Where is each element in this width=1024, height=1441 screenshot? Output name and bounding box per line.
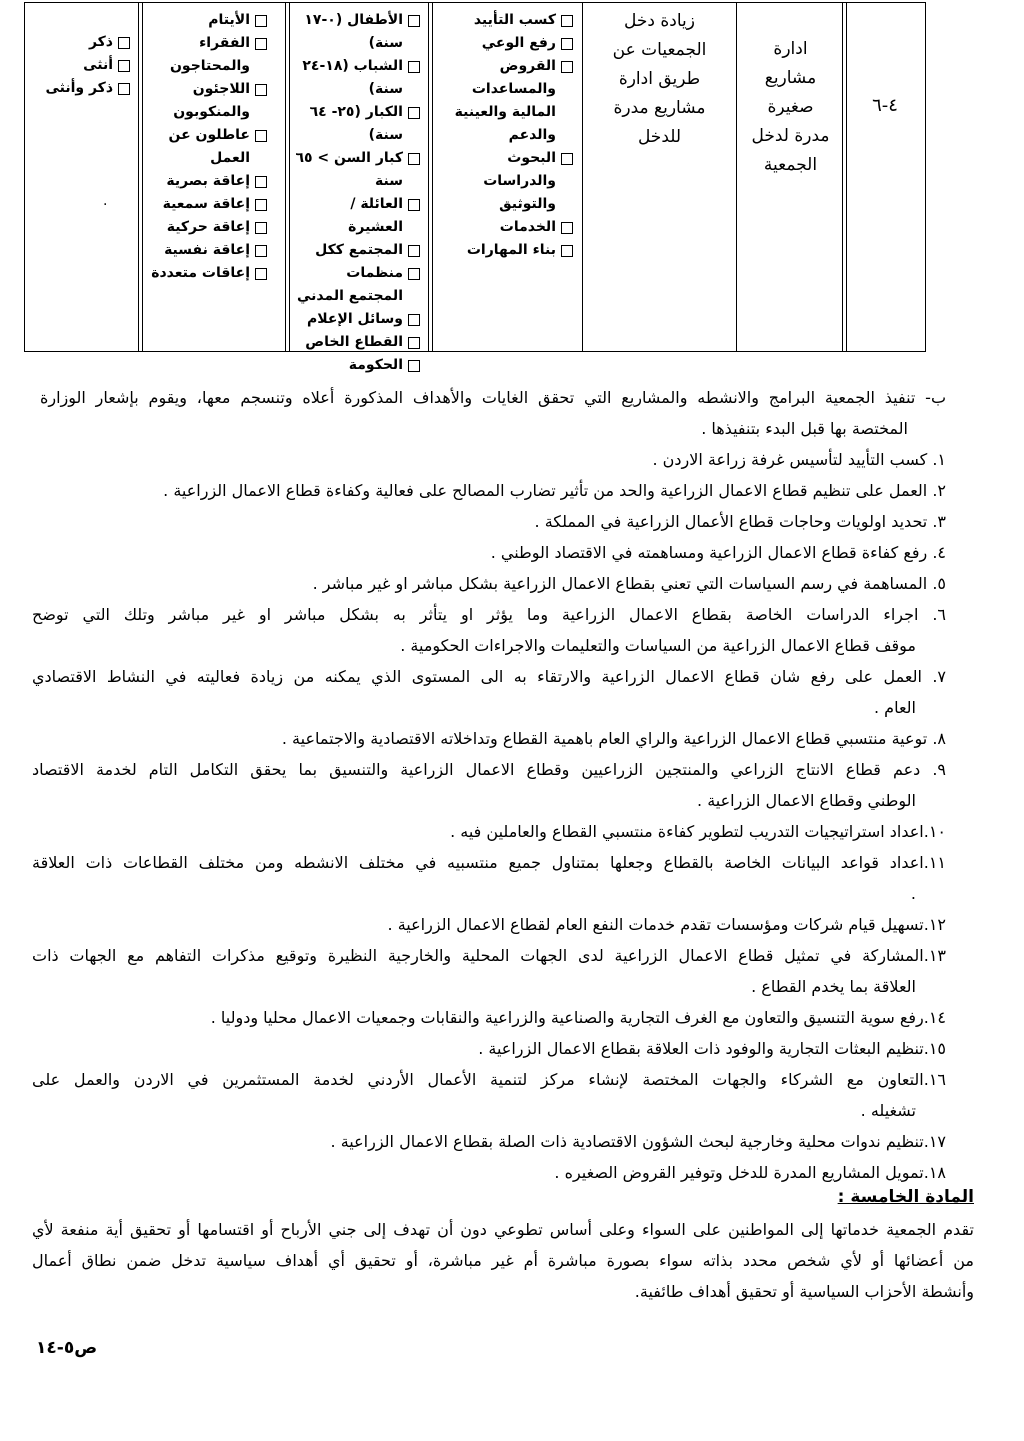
checkbox[interactable] — [255, 176, 267, 188]
objective-line: زيادة دخل — [624, 11, 695, 31]
special-group-option-label: عاطلون عن العمل — [168, 127, 250, 166]
special-group-option-label: إعاقة حركية — [166, 219, 250, 235]
special-group-option — [144, 9, 267, 32]
item-text: ١٦.التعاون مع الشركاء والجهات المختصة لإنشاء مركز لتنمية الأعمال الأردني لخدمة المستثمرين في الاردن والعمل على — [32, 1070, 946, 1089]
items-list — [32, 444, 946, 1188]
table-divider — [285, 3, 290, 351]
gender-option-label: ذكر — [88, 34, 113, 50]
special-group-option-label: إعاقة بصرية — [166, 173, 250, 189]
activity-option — [433, 32, 573, 55]
checkbox[interactable] — [408, 199, 420, 211]
list-item — [32, 444, 946, 475]
item-text-cont: تشغيله . — [860, 1101, 916, 1120]
section-b — [40, 382, 946, 444]
item-text: ٥. المساهمة في رسم السياسات التي تعني بقطاع الاعمال الزراعية بشكل مباشر او غير مباشر . — [312, 574, 946, 593]
activity-option — [433, 147, 573, 216]
field-line: صغيرة — [767, 97, 814, 117]
special-group-option-label: اللاجئون والمنكوبون — [173, 81, 250, 120]
item-text: ١٨.تمويل المشاريع المدرة للدخل وتوفير القروض الصغيره . — [554, 1163, 946, 1182]
item-text-cont: . — [910, 884, 916, 903]
item-text: ٦. اجراء الدراسات الخاصة بقطاع الاعمال الزراعية وما يؤثر او يتأثر به بشكل مباشر او غير مباشر وتلك التي توضح — [32, 605, 946, 624]
age-group-option — [291, 101, 420, 147]
age-group-option — [291, 147, 420, 193]
age-groups-list — [291, 9, 420, 377]
article-body — [32, 1214, 974, 1307]
checkbox[interactable] — [255, 245, 267, 257]
checkbox[interactable] — [408, 268, 420, 280]
article-line: وأنشطة الأحزاب السياسية أو تحقيق أهداف طائفية. — [634, 1282, 974, 1301]
age-group-option-label: الكبار (٢٥- ٦٤ سنة) — [309, 104, 403, 143]
checkbox[interactable] — [255, 15, 267, 27]
activity-option — [433, 239, 573, 262]
item-text: ٩. دعم قطاع الانتاج الزراعي والمنتجين الزراعيين وقطاع الاعمال الزراعية والتنسيق بما يحقق التكامل التام لخدمة الاقتصاد — [32, 760, 946, 779]
item-text: ١. كسب التأييد لتأسيس غرفة زراعة الاردن . — [652, 450, 946, 469]
special-group-option — [144, 193, 267, 216]
special-group-option — [144, 124, 267, 170]
item-text: ٨. توعية منتسبي قطاع الاعمال الزراعية والراي العام باهمية القطاع وتداخلاته الاقتصادية والاجتماعية . — [281, 729, 946, 748]
page-number: ص٥-١٤ — [36, 1338, 98, 1358]
item-text-cont: الوطني وقطاع الاعمال الزراعية . — [697, 791, 916, 810]
checkbox[interactable] — [408, 107, 420, 119]
item-text-cont: موقف قطاع الاعمال الزراعية من السياسات والتعليمات والاجراءات الحكومية . — [400, 636, 916, 655]
item-text-cont: العلاقة بما يخدم القطاع . — [751, 977, 916, 996]
age-group-option — [291, 193, 420, 239]
activity-option — [433, 216, 573, 239]
checkbox[interactable] — [255, 130, 267, 142]
checkbox[interactable] — [408, 360, 420, 372]
list-item — [32, 568, 946, 599]
special-group-option — [144, 170, 267, 193]
gender-option — [25, 31, 130, 54]
checkbox[interactable] — [561, 245, 573, 257]
table-number-cell — [845, 3, 925, 351]
checkbox[interactable] — [255, 199, 267, 211]
checkbox[interactable] — [255, 84, 267, 96]
item-text: ١٢.تسهيل قيام شركات ومؤسسات تقدم خدمات النفع العام لقطاع الاعمال الزراعية . — [387, 915, 946, 934]
objective-line: للدخل — [637, 127, 682, 147]
field-text — [739, 35, 842, 180]
special-group-option-label: إعاقة نفسية — [164, 242, 250, 258]
section-b-intro: ب- تنفيذ الجمعية البرامج والانشطه والمشاريع التي تحقق الغايات والأهداف المذكورة أعلاه وتنسجم معها، ويقوم بإشعار الوزارة — [40, 388, 946, 407]
field-line: الجمعية — [763, 155, 818, 175]
gender-option-label: أنثى — [83, 57, 113, 73]
special-group-option-label: الأيتام — [208, 12, 250, 28]
list-item — [32, 1002, 946, 1033]
age-group-option-label: منظمات المجتمع المدني — [296, 265, 403, 304]
item-text: ١١.اعداد قواعد البيانات الخاصة بالقطاع وجعلها بمتناول جميع منتسبيه في مختلف الانشطه ومن مختلف القطاعات ذات العلاقة — [32, 853, 946, 872]
field-line: ادارة — [773, 39, 808, 59]
special-group-option — [144, 262, 267, 285]
list-item — [32, 537, 946, 568]
item-text-cont: العام . — [874, 698, 916, 717]
age-group-option — [291, 9, 420, 55]
article-heading: المادة الخامسة : — [837, 1187, 974, 1207]
gender-option — [25, 77, 130, 100]
checkbox[interactable] — [561, 222, 573, 234]
age-group-option-label: القطاع الخاص — [305, 334, 403, 350]
checkbox[interactable] — [561, 38, 573, 50]
checkbox[interactable] — [561, 15, 573, 27]
list-item — [32, 661, 946, 723]
list-item — [32, 723, 946, 754]
checkbox[interactable] — [408, 61, 420, 73]
activity-option — [433, 55, 573, 147]
gender-option — [25, 54, 130, 77]
table-gender-cell: ذكر أنثى ذكر وأنثى . — [25, 3, 138, 351]
activity-option-label: رفع الوعي — [481, 35, 556, 51]
item-text: ١٥.تنظيم البعثات التجارية والوفود ذات العلاقة بقطاع الاعمال الزراعية . — [478, 1039, 946, 1058]
activity-option-label: القروض والمساعدات المالية والعينية والدعم — [454, 58, 556, 143]
checkbox[interactable] — [255, 268, 267, 280]
list-item — [32, 816, 946, 847]
section-b-intro-cont: المختصة بها قبل البدء بتنفيذها . — [701, 419, 908, 438]
special-group-option — [144, 78, 267, 124]
activity-option — [433, 9, 573, 32]
checkbox[interactable] — [118, 83, 130, 95]
age-group-option — [291, 239, 420, 262]
special-group-option — [144, 216, 267, 239]
checkbox[interactable] — [118, 60, 130, 72]
item-text: ١٤.رفع سوية التنسيق والتعاون مع الغرف التجارية والصناعية والزراعية والنقابات وجمعيات الاعمال محليا ودوليا . — [210, 1008, 946, 1027]
list-item — [32, 1064, 946, 1126]
item-text: ٤. رفع كفاءة قطاع الاعمال الزراعية ومساهمته في الاقتصاد الوطني . — [490, 543, 946, 562]
activity-option-label: الخدمات — [499, 219, 556, 235]
objective-line: مشاريع مدرة — [613, 98, 706, 118]
age-group-option — [291, 262, 420, 308]
table-special-groups-cell — [144, 3, 285, 351]
item-text: ١٣.المشاركة في تمثيل قطاع الاعمال الزراعية لدى الجهات المحلية والخارجية النظيرة وتوقيع مذكرات التفاهم مع الجهات ذات — [32, 946, 946, 965]
table-divider — [138, 3, 143, 351]
item-text: ١٧.تنظيم ندوات محلية وخارجية لبحث الشؤون الاقتصادية ذات الصلة بقطاع الاعمال الزراعية . — [330, 1132, 946, 1151]
objective-line: طريق ادارة — [618, 69, 701, 89]
age-group-option-label: العائلة / العشيرة — [348, 196, 403, 235]
age-group-option-label: المجتمع ككل — [315, 242, 403, 258]
table-age-groups-cell — [291, 3, 428, 373]
checkbox[interactable] — [561, 153, 573, 165]
table-divider — [736, 3, 737, 351]
checkbox[interactable] — [255, 38, 267, 50]
list-item — [32, 599, 946, 661]
list-item — [32, 1157, 946, 1188]
activity-option-label: بناء المهارات — [466, 242, 556, 258]
objective-text — [583, 7, 736, 152]
list-item — [32, 909, 946, 940]
field-line: مدرة لدخل — [751, 126, 830, 146]
article-line: تقدم الجمعية خدماتها إلى المواطنين على السواء وعلى أساس تطوعي دون أن تهدف إلى جني الأرباح أو اقتسامها أو تحقيق أية منفعة لأي — [32, 1220, 974, 1239]
list-item — [32, 1126, 946, 1157]
gender-list — [25, 31, 130, 100]
age-group-option — [291, 354, 420, 377]
objective-line: الجمعيات عن — [612, 40, 707, 60]
special-group-option-label: الفقراء والمحتاجون — [169, 35, 250, 74]
age-group-option — [291, 55, 420, 101]
article-line: من أعضائها أو لأي شخص محدد بذاته سواء بصورة مباشرة أم غير مباشرة، أو تحقيق أي أهداف سياسية تدخل ضمن نطاق أعمال — [32, 1251, 974, 1270]
goals-table — [24, 2, 926, 373]
activities-list — [433, 9, 573, 262]
checkbox[interactable] — [408, 153, 420, 165]
special-group-option-label: إعاقات متعددة — [151, 265, 250, 281]
item-text: ٣. تحديد اولويات وحاجات قطاع الأعمال الزراعية في المملكة . — [534, 512, 946, 531]
checkbox[interactable] — [408, 314, 420, 326]
item-text: ١٠.اعداد استراتيجيات التدريب لتطوير كفاءة منتسبي القطاع والعاملين فيه . — [450, 822, 946, 841]
table-field-cell — [739, 3, 842, 351]
list-item — [32, 754, 946, 816]
list-item — [32, 475, 946, 506]
table-activities-cell — [433, 3, 579, 351]
row-number: ٤-٦ — [872, 95, 898, 116]
special-groups-list — [144, 9, 267, 285]
list-item — [32, 506, 946, 537]
checkbox[interactable] — [408, 337, 420, 349]
table-objective-cell — [583, 3, 736, 351]
age-group-option-label: الأطفال (٠-١٧ سنة) — [304, 12, 403, 51]
list-item — [32, 940, 946, 1002]
special-group-option — [144, 239, 267, 262]
age-group-option-label: وسائل الإعلام — [306, 311, 403, 327]
list-item — [32, 1033, 946, 1064]
field-line: مشاريع — [764, 68, 817, 88]
checkbox[interactable] — [408, 15, 420, 27]
checkbox[interactable] — [118, 37, 130, 49]
age-group-option-label: الحكومة — [348, 357, 403, 373]
item-text: ٧. العمل على رفع شان قطاع الاعمال الزراعية والارتقاء به الى المستوى الذي يمكنه من زيادة فعاليته في النشاط الاقتصادي — [32, 667, 946, 686]
checkbox[interactable] — [255, 222, 267, 234]
special-group-option-label: إعاقة سمعية — [162, 196, 250, 212]
special-group-option — [144, 32, 267, 78]
list-item — [32, 847, 946, 909]
gender-option-label: ذكر وأنثى — [45, 80, 113, 96]
checkbox[interactable] — [408, 245, 420, 257]
activity-option-label: البحوث والدراسات والتوثيق — [483, 150, 556, 212]
activity-option-label: كسب التأييد — [473, 12, 556, 28]
age-group-option — [291, 331, 420, 354]
item-text: ٢. العمل على تنظيم قطاع الاعمال الزراعية والحد من تأثير تضارب المصالح على فعالية وكفاءة قطاع الاعمال الزراعية . — [163, 481, 946, 500]
age-group-option-label: كبار السن > ٦٥ سنة — [295, 150, 403, 189]
checkbox[interactable] — [561, 61, 573, 73]
age-group-option — [291, 308, 420, 331]
age-group-option-label: الشباب (١٨-٢٤ سنة) — [302, 58, 403, 97]
